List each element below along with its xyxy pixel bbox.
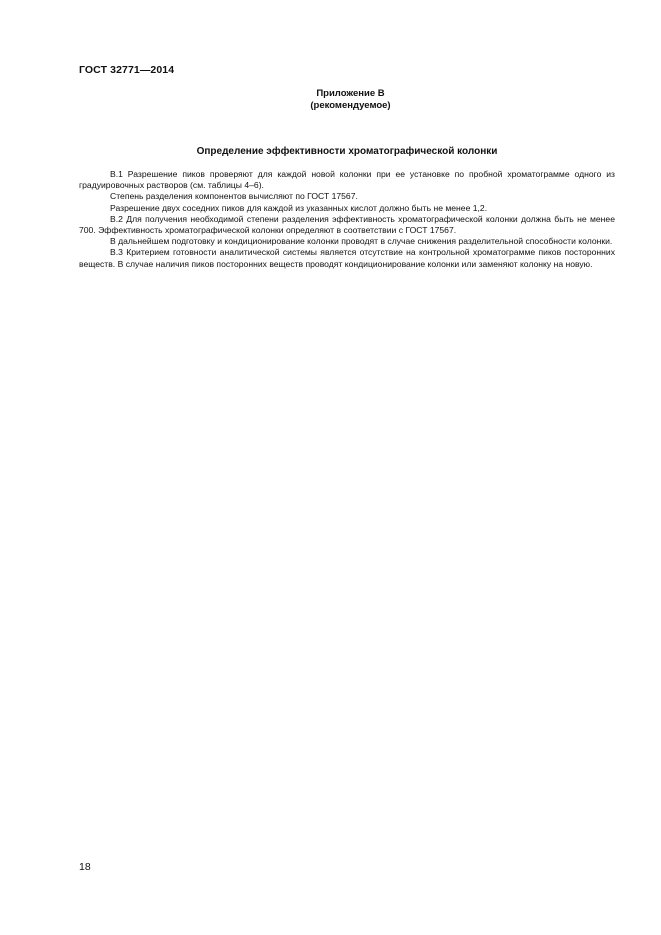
- paragraph: В.1 Разрешение пиков проверяют для каждой новой колонки при ее установке по пробной хроматограмме одного из градуировочных растворов (см. таблицы 4–6).: [79, 169, 615, 191]
- annex-title: Приложение В: [316, 88, 385, 99]
- paragraph: Разрешение двух соседних пиков для каждой из указанных кислот должно быть не менее 1,2.: [110, 202, 488, 213]
- annex-heading: [0, 88, 661, 112]
- paragraph: Степень разделения компонентов вычисляют по ГОСТ 17567.: [110, 191, 358, 202]
- page-number: 18: [79, 861, 91, 873]
- document-code: ГОСТ 32771—2014: [79, 64, 175, 76]
- paragraph: В дальнейшем подготовку и кондиционирование колонки проводят в случае снижения разделительной способности колонки.: [110, 236, 613, 247]
- body-text: [79, 169, 615, 270]
- paragraph: В.2 Для получения необходимой степени разделения эффективность хроматографической колонки должна быть не менее 700. Эффективность хроматографической колонки определяют в соответствии с ГОСТ 17567.: [79, 213, 615, 236]
- paragraph: В.3 Критерием готовности аналитической системы является отсутствие на контрольной хроматограмме пиков посторонних веществ. В случае наличия пиков посторонних веществ проводят кондиционирование колонки или заменяют колонку на новую.: [79, 247, 615, 269]
- annex-status: (рекомендуемое): [310, 100, 391, 111]
- section-title: Определение эффективности хроматографической колонки: [196, 146, 498, 157]
